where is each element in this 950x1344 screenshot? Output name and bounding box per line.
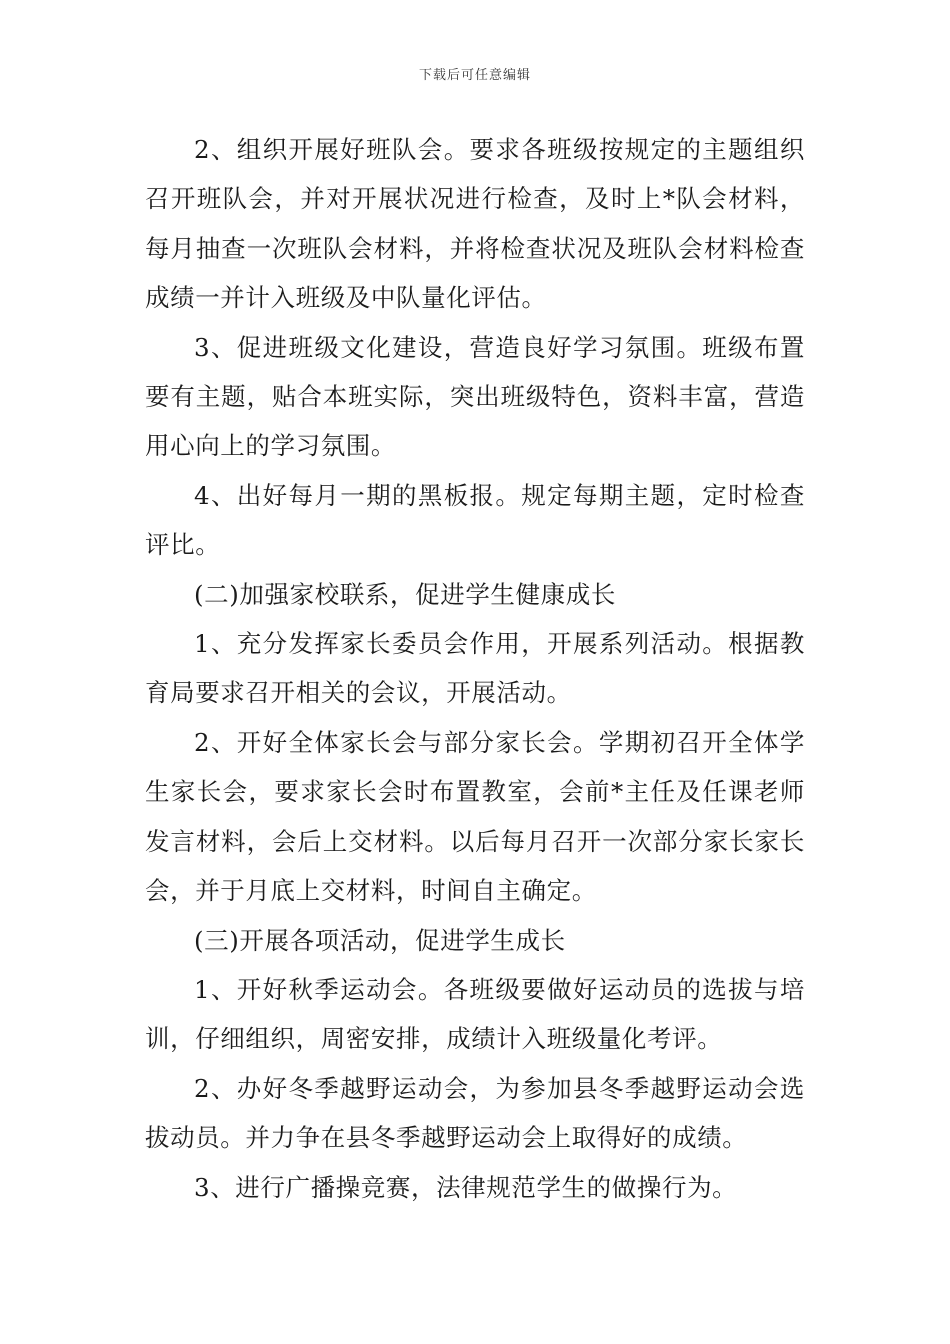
paragraph-autumn-sports: 1、开好秋季运动会。各班级要做好运动员的选拔与培训，仔细组织，周密安排，成绩计入班级量化考评。	[145, 974, 805, 1054]
paragraph-winter-crosscountry: 2、办好冬季越野运动会，为参加县冬季越野运动会选拔动员。并力争在县冬季越野运动会上取得好的成绩。	[145, 1073, 805, 1153]
document-body	[145, 125, 805, 1212]
section-heading-activities: (三)开展各项活动，促进学生成长	[194, 925, 566, 955]
paragraph-parent-committee: 1、充分发挥家长委员会作用，开展系列活动。根据教育局要求召开相关的会议，开展活动。	[145, 629, 805, 708]
paragraph-parent-meeting: 2、开好全体家长会与部分家长会。学期初召开全体学生家长会，要求家长会时布置教室，会前*主任及任课老师发言材料，会后上交材料。以后每月召开一次部分家长家长会，并于月底上交材料，时间自主确定。	[145, 727, 805, 906]
paragraph-blackboard: 4、出好每月一期的黑板报。规定每期主题，定时检查评比。	[145, 480, 805, 560]
section-heading-home-school: (二)加强家校联系，促进学生健康成长	[194, 579, 616, 609]
paragraph-broadcast-exercise: 3、进行广播操竞赛，法律规范学生的做操行为。	[194, 1172, 738, 1202]
paragraph-class-meeting: 2、组织开展好班队会。要求各班级按规定的主题组织召开班队会，并对开展状况进行检查，及时上*队会材料，每月抽查一次班队会材料，并将检查状况及班队会材料检查成绩一并计入班级及中队量化评估。	[145, 135, 805, 313]
page-header: 下载后可任意编辑	[418, 68, 531, 83]
paragraph-class-culture: 3、促进班级文化建设，营造良好学习氛围。班级布置要有主题，贴合本班实际，突出班级特色，资料丰富，营造用心向上的学习氛围。	[145, 332, 805, 461]
